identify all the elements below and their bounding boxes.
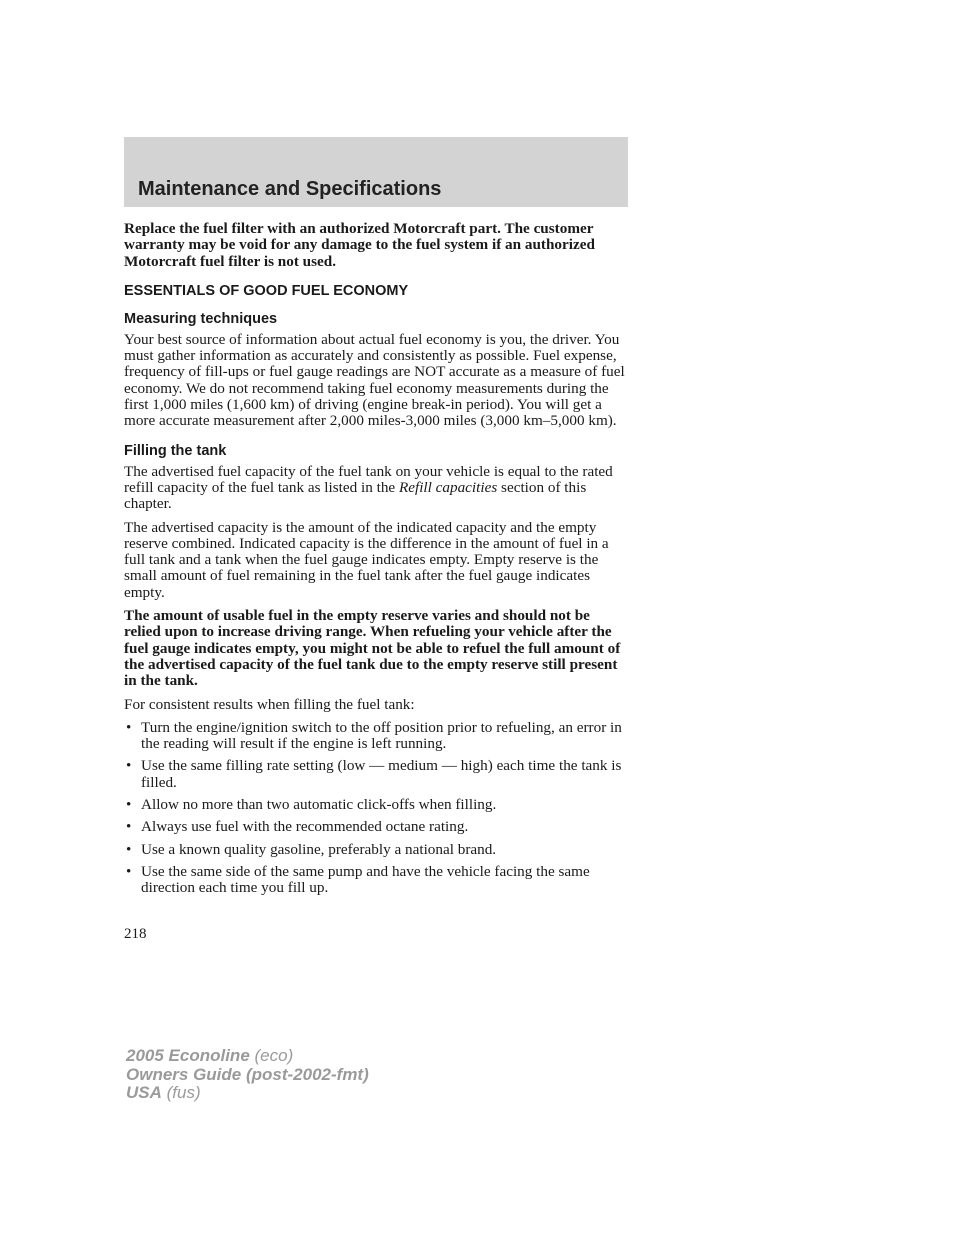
filling-heading: Filling the tank bbox=[124, 442, 227, 459]
page-number: 218 bbox=[124, 926, 147, 942]
list-item-text: Allow no more than two automatic click-offs when filling. bbox=[141, 796, 497, 814]
list-item-text: Use the same filling rate setting (low — medium — high) each time the tank is filled. bbox=[141, 757, 622, 791]
list-item bbox=[124, 758, 628, 791]
list-item-text: Always use fuel with the recommended octane rating. bbox=[141, 818, 469, 836]
bullet-icon: • bbox=[126, 796, 132, 814]
list-item bbox=[124, 864, 628, 897]
list-item-text: Use the same side of the same pump and have the vehicle facing the same direction each time you fill up. bbox=[141, 862, 590, 897]
bullet-icon: • bbox=[126, 757, 132, 775]
filling-para-2: The advertised capacity is the amount of the indicated capacity and the empty reserve combined. Indicated capacity is the difference in the amount of fuel in a full tank and a tank when the fuel gauge indicates empty. Empty reserve is the small amount of fuel remaining in the fuel tank after the fuel gauge indicates empty. bbox=[124, 518, 609, 601]
filling-para-1-start: The advertised fuel capacity of the fuel tank on your vehicle is equal to the rated refill capacity of the fuel tank as listed in the bbox=[124, 462, 613, 496]
page-content bbox=[124, 221, 628, 903]
list-item bbox=[124, 720, 628, 753]
footer-line-2 bbox=[126, 1066, 369, 1085]
list-item-text: Turn the engine/ignition switch to the off position prior to refueling, an error in the reading will result if the engine is left running. bbox=[141, 718, 622, 753]
footer-market-code: (fus) bbox=[161, 1083, 201, 1102]
bullet-icon: • bbox=[126, 718, 132, 736]
filling-tips-list bbox=[124, 720, 628, 897]
footer-model-code: (eco) bbox=[249, 1046, 294, 1065]
bullet-icon: • bbox=[126, 840, 132, 858]
footer-market: USA bbox=[126, 1083, 162, 1102]
refill-capacities-reference: Refill capacities bbox=[398, 478, 498, 496]
filling-intro: For consistent results when filling the fuel tank: bbox=[124, 695, 415, 713]
filling-para-1 bbox=[124, 464, 628, 513]
footer-line-1 bbox=[126, 1047, 369, 1066]
list-item-text: Use a known quality gasoline, preferably a national brand. bbox=[141, 840, 497, 858]
measuring-heading: Measuring techniques bbox=[124, 310, 278, 327]
document-footer bbox=[126, 1047, 369, 1103]
list-item bbox=[124, 797, 628, 813]
footer-guide: Owners Guide (post-2002-fmt) bbox=[126, 1064, 369, 1084]
measuring-body: Your best source of information about actual fuel economy is you, the driver. You must gather information as accurately and consistently as possible. Fuel expense, frequency of fill-ups or fuel gauge readings are NOT accurate as a measure of fuel economy. We do not recommend taking fuel economy measurements during the first 1,000 miles (1,600 km) of driving (engine break-in period). You will get a more accurate measurement after 2,000 miles-3,000 miles (3,000 km–5,000 km). bbox=[124, 330, 625, 430]
list-item bbox=[124, 819, 628, 835]
section-title: ESSENTIALS OF GOOD FUEL ECONOMY bbox=[124, 282, 409, 299]
bullet-icon: • bbox=[126, 862, 132, 880]
footer-line-3 bbox=[126, 1084, 369, 1103]
bullet-icon: • bbox=[126, 818, 132, 836]
empty-reserve-warning: The amount of usable fuel in the empty reserve varies and should not be relied upon to increase driving range. When refueling your vehicle after the fuel gauge indicates empty, you might not be able to refuel the full amount of the advertised capacity of the fuel tank due to the empty reserve still present in the tank. bbox=[124, 607, 621, 690]
filling-para-1-end: section of this chapter. bbox=[124, 478, 587, 513]
list-item bbox=[124, 842, 628, 858]
footer-model: 2005 Econoline bbox=[126, 1046, 250, 1065]
page-title: Maintenance and Specifications bbox=[138, 178, 442, 200]
fuel-filter-warning: Replace the fuel filter with an authorized Motorcraft part. The customer warranty may be void for any damage to the fuel system if an authorized Motorcraft fuel filter is not used. bbox=[124, 220, 595, 270]
